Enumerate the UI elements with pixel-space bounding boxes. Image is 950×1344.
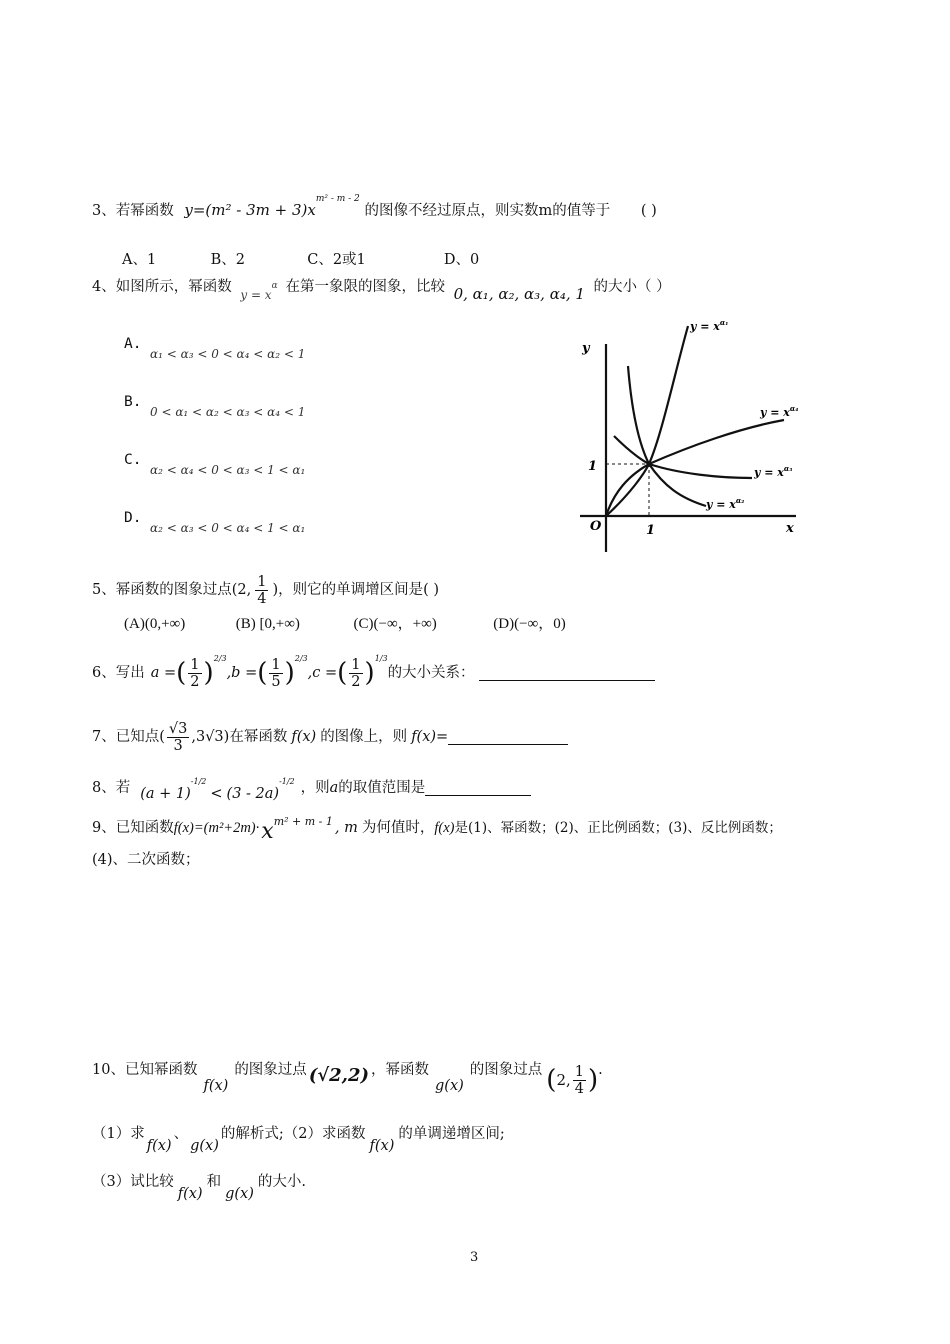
graph-label-alpha1: $y = x^{\alpha_1}$ xyxy=(690,318,729,333)
q10-sub1-g: g(x) xyxy=(190,1138,219,1154)
q3-suffix: 的图像不经过原点，则实数m的值等于 xyxy=(364,203,611,219)
q8-prefix: 8、若 xyxy=(92,780,131,796)
q3-option-c: C、2或1 xyxy=(307,252,366,268)
q7-fraction: $\frac{√3}{3}$ xyxy=(168,720,188,754)
q7-answer-blank[interactable] xyxy=(448,730,568,745)
q9-line2: (4)、二次函数； xyxy=(92,852,200,868)
q7-suffix: 的图像上，则 xyxy=(320,729,408,745)
q10-point1: (√2,2) xyxy=(308,1065,369,1086)
q10-subquestions-1-2 xyxy=(92,1124,505,1160)
q4-option-c: C. xyxy=(124,452,142,468)
q5-options xyxy=(124,614,566,634)
q3-option-d: D、0 xyxy=(443,252,480,268)
q10-sub3-suffix: 的大小. xyxy=(257,1174,306,1190)
q8-right: (3 - 2a) xyxy=(226,786,280,802)
q7-fx2: f(x) xyxy=(411,729,437,745)
q8-suffix: 的取值范围是 xyxy=(338,780,426,796)
curve-alpha2 xyxy=(628,366,706,506)
q4-formula: y = xα xyxy=(240,281,278,302)
q7-eq: = xyxy=(436,729,449,745)
q7-point-rest: ,3√3) xyxy=(191,729,230,745)
graph-label-alpha2: $y = x^{\alpha_2}$ xyxy=(706,496,745,511)
q4-option-d: D. xyxy=(124,510,142,526)
q5-prefix: 5、幂函数的图象过点(2, xyxy=(92,582,252,598)
q10-point2-fraction: $\frac{1}{4}$ xyxy=(574,1063,584,1097)
q10-sub1-prefix: （1）求 xyxy=(92,1126,145,1142)
q5-fraction: $\frac{1}{4}$ xyxy=(257,573,267,607)
q10-subquestion-3 xyxy=(92,1172,306,1208)
q4-option-a-expr: α₁ < α₃ < 0 < α₄ < α₂ < 1 xyxy=(150,347,306,361)
q3-option-b: B、2 xyxy=(210,252,245,268)
q5-option-b: (B) [0,+∞) xyxy=(235,616,300,632)
graph-label-alpha3: $y = x^{\alpha_3}$ xyxy=(754,464,793,479)
q10-point2-a: 2, xyxy=(556,1071,571,1089)
q5-option-c: (C)(−∞，+∞) xyxy=(353,616,437,632)
q8-answer-blank[interactable] xyxy=(425,781,531,796)
curve-alpha3 xyxy=(614,436,752,478)
q4-option-b: B. xyxy=(124,394,142,410)
q6-b: ,b = xyxy=(226,665,258,681)
q9-prefix: 9、已知函数 xyxy=(92,820,174,836)
q10-fx: f(x) xyxy=(203,1078,229,1094)
question-6: 6、写出 a = ( $\frac{1}{2}$ ) $^{2/3}$ ,b = ( $\frac{1}{5}$ ) $^{2/3}$ ,c = ( $\frac{1}{2}$ ) $^{1/3}$ 的大小关系： xyxy=(92,648,655,698)
question-3 xyxy=(92,194,657,221)
q7-fx: f(x) xyxy=(291,729,317,745)
q10-sub3-prefix: （3）试比较 xyxy=(92,1174,174,1190)
q4-option-c-expr: α₂ < α₄ < 0 < α₃ < 1 < α₁ xyxy=(150,463,306,477)
question-4 xyxy=(92,276,671,303)
q6-answer-blank[interactable] xyxy=(479,666,655,681)
q10-sub1-f: f(x) xyxy=(146,1138,172,1154)
q3-prefix: 3、若幂函数 xyxy=(92,203,174,219)
q4-option-b-expr: 0 < α₁ < α₂ < α₃ < α₄ < 1 xyxy=(150,405,306,419)
graph-label-alpha4: $y = x^{\alpha_4}$ xyxy=(760,404,799,419)
q10-sub1-mid: 的解析式;（2）求函数 xyxy=(220,1126,366,1142)
q10-sub3-f: f(x) xyxy=(177,1186,203,1202)
graph-x-label: x xyxy=(786,521,794,536)
page-number: 3 xyxy=(470,1250,479,1265)
q3-option-a: A、1 xyxy=(122,252,157,268)
q6-c: ,c = xyxy=(307,665,338,681)
q10-end: . xyxy=(598,1062,603,1078)
q10-mid2: ，幂函数 xyxy=(371,1062,429,1078)
q9-x: x xyxy=(261,819,274,844)
question-8: 8、若 (a + 1) $^{-1/2}$ < (3 - 2a) $^{-1/2}$ ，则 a 的取值范围是 xyxy=(92,770,531,806)
graph-y-label: y xyxy=(582,341,590,356)
q10-sub1-f2: f(x) xyxy=(369,1138,395,1154)
q9-fx: f(x) xyxy=(173,820,194,836)
q9-eq: =(m²+2m)· xyxy=(193,820,260,836)
q3-answer-paren: ( ) xyxy=(640,203,657,219)
question-7 xyxy=(92,714,568,760)
q4-power-function-graph xyxy=(570,316,810,556)
q10-prefix: 10、已知幂函数 xyxy=(92,1062,198,1078)
q5-suffix: )，则它的单调增区间是( ) xyxy=(272,582,440,598)
question-9: 9、已知函数 f(x) =(m²+2m)· x $^{m^2 + m - 1}$ , m 为何值时， f(x) 是(1)、幂函数；(2)、正比例函数；(3)、反比例函数； xyxy=(92,815,782,844)
q10-sub1-suffix: 的单调递增区间; xyxy=(398,1126,505,1142)
question-10: 10、已知幂函数 f(x) 的图象过点 (√2,2) ，幂函数 g(x) 的图象过点 ( 2, $\frac{1}{4}$ ) . xyxy=(92,1062,603,1097)
q10-sub3-g: g(x) xyxy=(225,1186,254,1202)
q7-middle: 在幂函数 xyxy=(229,729,288,745)
q10-mid1: 的图象过点 xyxy=(234,1062,307,1078)
q8-var: a xyxy=(329,780,339,796)
q10-sub3-and: 和 xyxy=(206,1174,222,1190)
q4-middle: 在第一象限的图象，比较 xyxy=(285,279,445,295)
q8-middle: ，则 xyxy=(300,780,330,796)
q5-option-d: (D)(−∞，0) xyxy=(493,616,566,632)
q4-option-d-expr: α₂ < α₃ < 0 < α₄ < 1 < α₁ xyxy=(150,521,306,535)
q4-suffix: 的大小（ ） xyxy=(593,279,671,295)
q3-options xyxy=(122,250,479,270)
q9-suffix: 是(1)、幂函数；(2)、正比例函数；(3)、反比例函数； xyxy=(454,820,782,836)
q6-suffix: 的大小关系： xyxy=(387,665,475,681)
q7-prefix: 7、已知点( xyxy=(92,729,165,745)
q5-option-a: (A)(0,+∞) xyxy=(124,616,186,632)
q9-m: , m xyxy=(334,820,358,836)
q6-prefix: 6、写出 xyxy=(92,665,145,681)
q4-list: 0, α₁, α₂, α₃, α₄, 1 xyxy=(453,285,585,303)
q6-a: a = xyxy=(150,665,177,681)
q9-fx2: f(x) xyxy=(434,820,455,836)
graph-tick-x1: 1 xyxy=(646,523,656,538)
graph-origin: O xyxy=(590,519,602,534)
q9-rest: 为何值时， xyxy=(361,820,435,836)
q8-lt: < xyxy=(210,786,223,802)
q4-prefix: 4、如图所示，幂函数 xyxy=(92,279,232,295)
q10-gx: g(x) xyxy=(435,1078,464,1094)
graph-tick-y1: 1 xyxy=(588,459,598,474)
q4-option-a: A. xyxy=(124,336,142,352)
question-5 xyxy=(92,570,439,610)
q8-left: (a + 1) xyxy=(140,786,191,802)
q3-formula: $y=(m^2 - 3m + 3)x^{m^2 - m - 2}$ xyxy=(184,194,360,219)
curve-alpha1 xyxy=(606,326,688,516)
q10-sub1-sep: 、 xyxy=(173,1126,189,1142)
q10-mid3: 的图象过点 xyxy=(469,1062,543,1078)
